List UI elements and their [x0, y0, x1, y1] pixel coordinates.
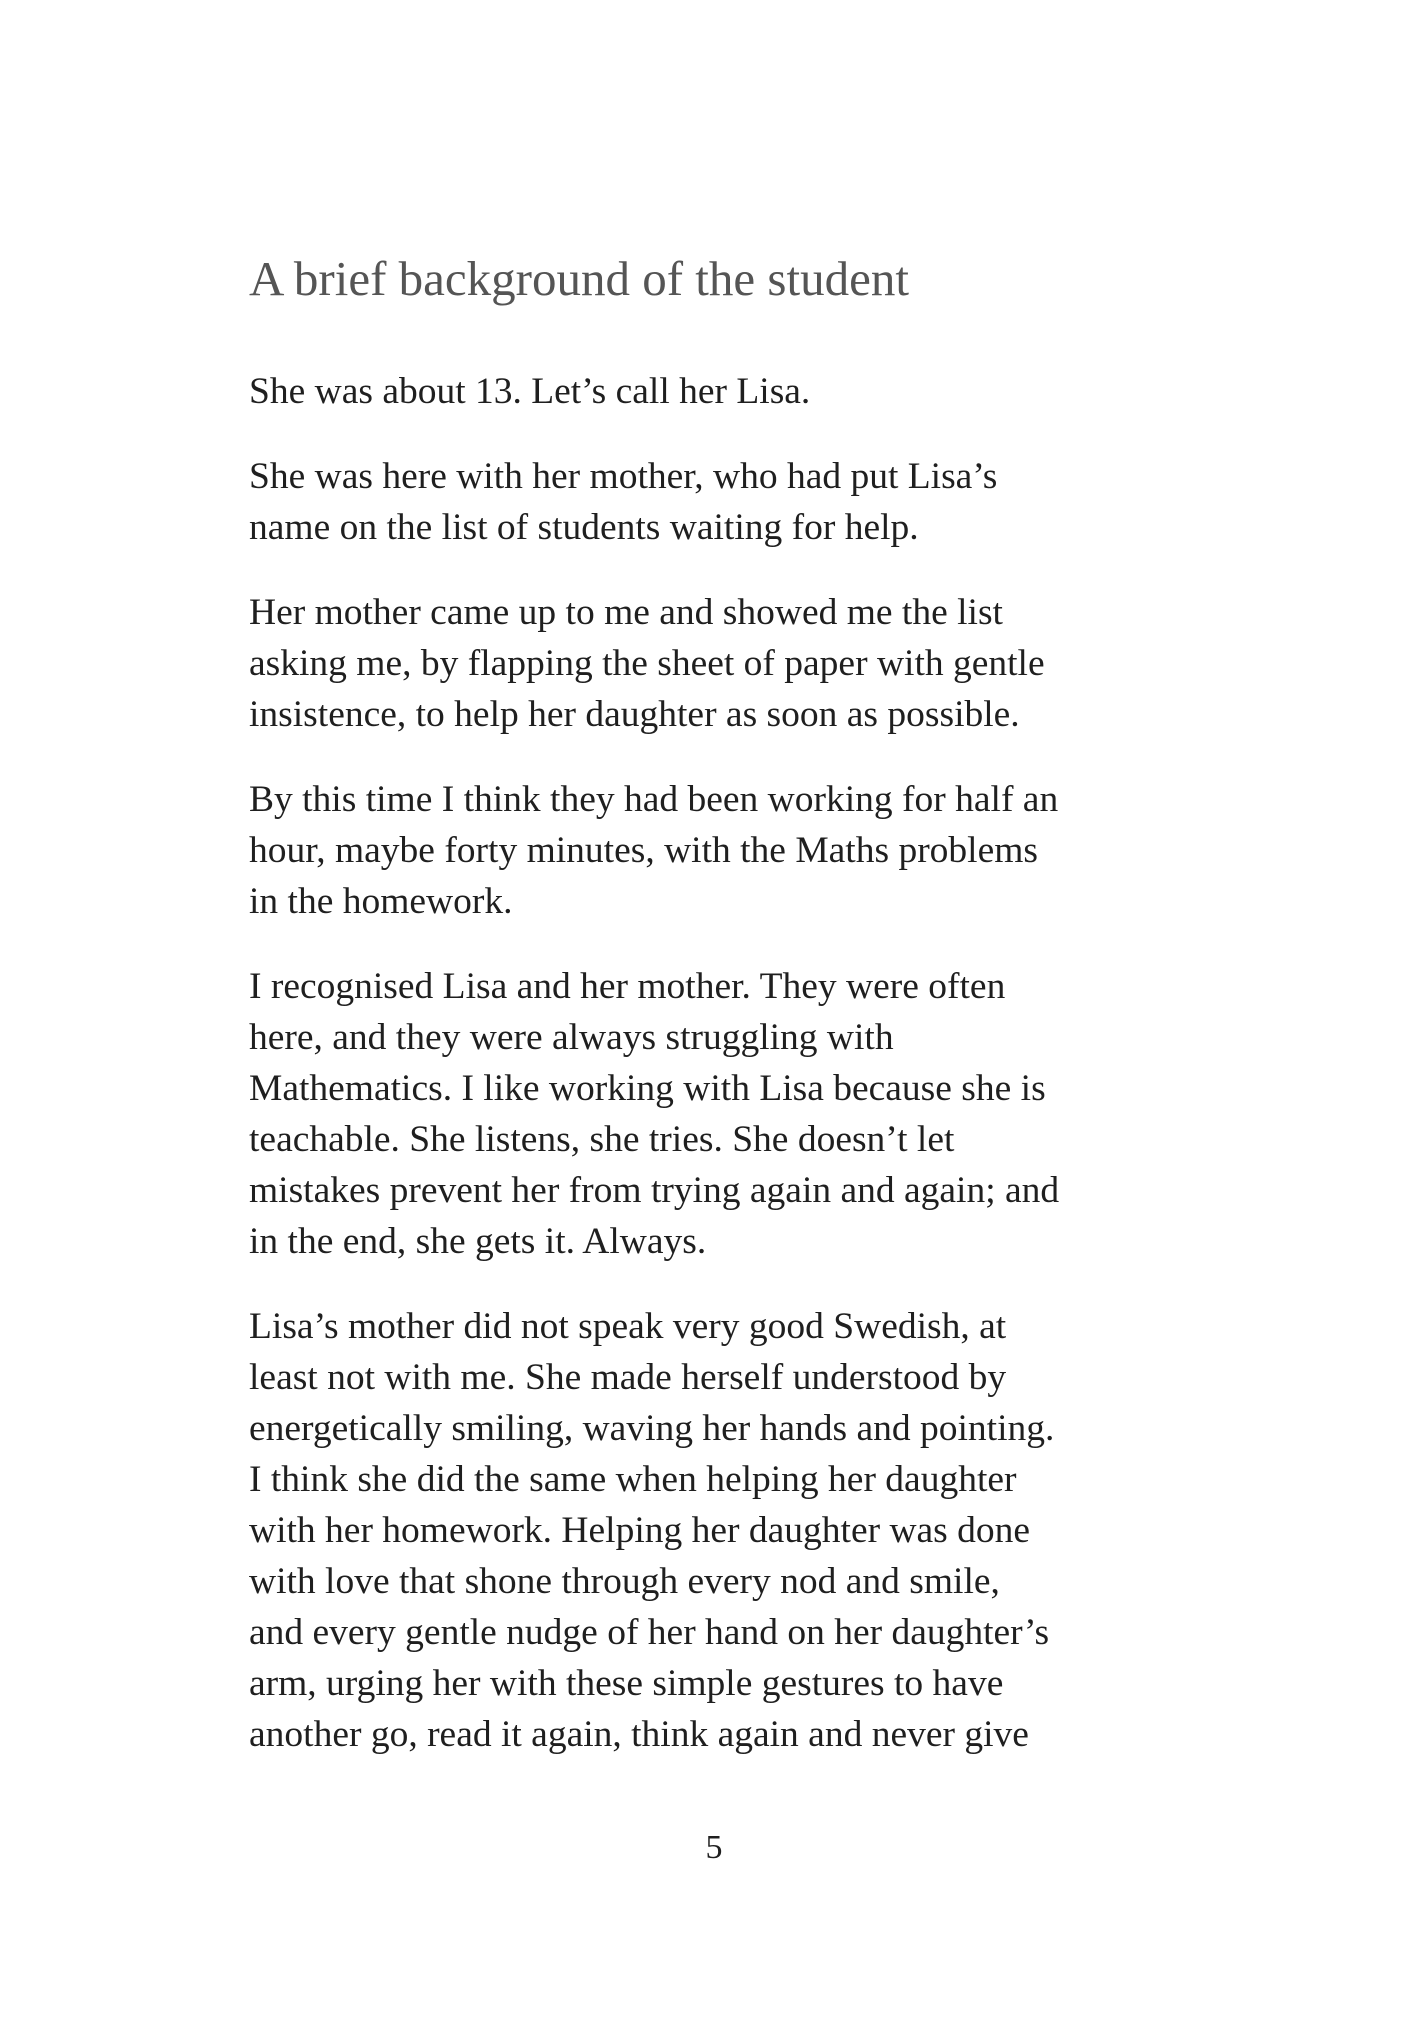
text-line: She was here with her mother, who had put Lisa’s — [249, 456, 998, 497]
paragraph-6 — [249, 1301, 1249, 1760]
text-line: arm, urging her with these simple gestures to have — [249, 1663, 1004, 1704]
text-line: another go, read it again, think again and never give — [249, 1714, 1029, 1755]
text-line: name on the list of students waiting for help. — [249, 507, 919, 548]
text-line: insistence, to help her daughter as soon as possible. — [249, 694, 1020, 735]
paragraph-5 — [249, 961, 1249, 1267]
paragraph-2 — [249, 451, 1249, 553]
section-heading: A brief background of the student — [249, 251, 909, 306]
text-line: Her mother came up to me and showed me the list — [249, 592, 1003, 633]
text-line: in the homework. — [249, 881, 513, 922]
text-line: hour, maybe forty minutes, with the Maths problems — [249, 830, 1039, 871]
text-line: By this time I think they had been working for half an — [249, 779, 1059, 820]
text-line: She was about 13. Let’s call her Lisa. — [249, 371, 811, 412]
text-line: I think she did the same when helping her daughter — [249, 1459, 1017, 1500]
text-line: energetically smiling, waving her hands and pointing. — [249, 1408, 1055, 1449]
text-line: here, and they were always struggling with — [249, 1017, 894, 1058]
paragraph-1 — [249, 366, 1249, 417]
page-number: 5 — [705, 1829, 723, 1866]
text-line: mistakes prevent her from trying again and again; and — [249, 1170, 1060, 1211]
text-line: I recognised Lisa and her mother. They were often — [249, 966, 1006, 1007]
text-line: least not with me. She made herself understood by — [249, 1357, 1007, 1398]
text-line: Lisa’s mother did not speak very good Swedish, at — [249, 1306, 1007, 1347]
text-line: with her homework. Helping her daughter was done — [249, 1510, 1031, 1551]
text-line: in the end, she gets it. Always. — [249, 1221, 707, 1262]
page-content — [249, 244, 1249, 1794]
text-line: and every gentle nudge of her hand on her daughter’s — [249, 1612, 1050, 1653]
text-line: asking me, by flapping the sheet of paper with gentle — [249, 643, 1045, 684]
paragraph-3 — [249, 587, 1249, 740]
paragraph-4 — [249, 774, 1249, 927]
text-line: Mathematics. I like working with Lisa because she is — [249, 1068, 1046, 1109]
text-line: teachable. She listens, she tries. She doesn’t let — [249, 1119, 955, 1160]
text-line: with love that shone through every nod and smile, — [249, 1561, 1000, 1602]
